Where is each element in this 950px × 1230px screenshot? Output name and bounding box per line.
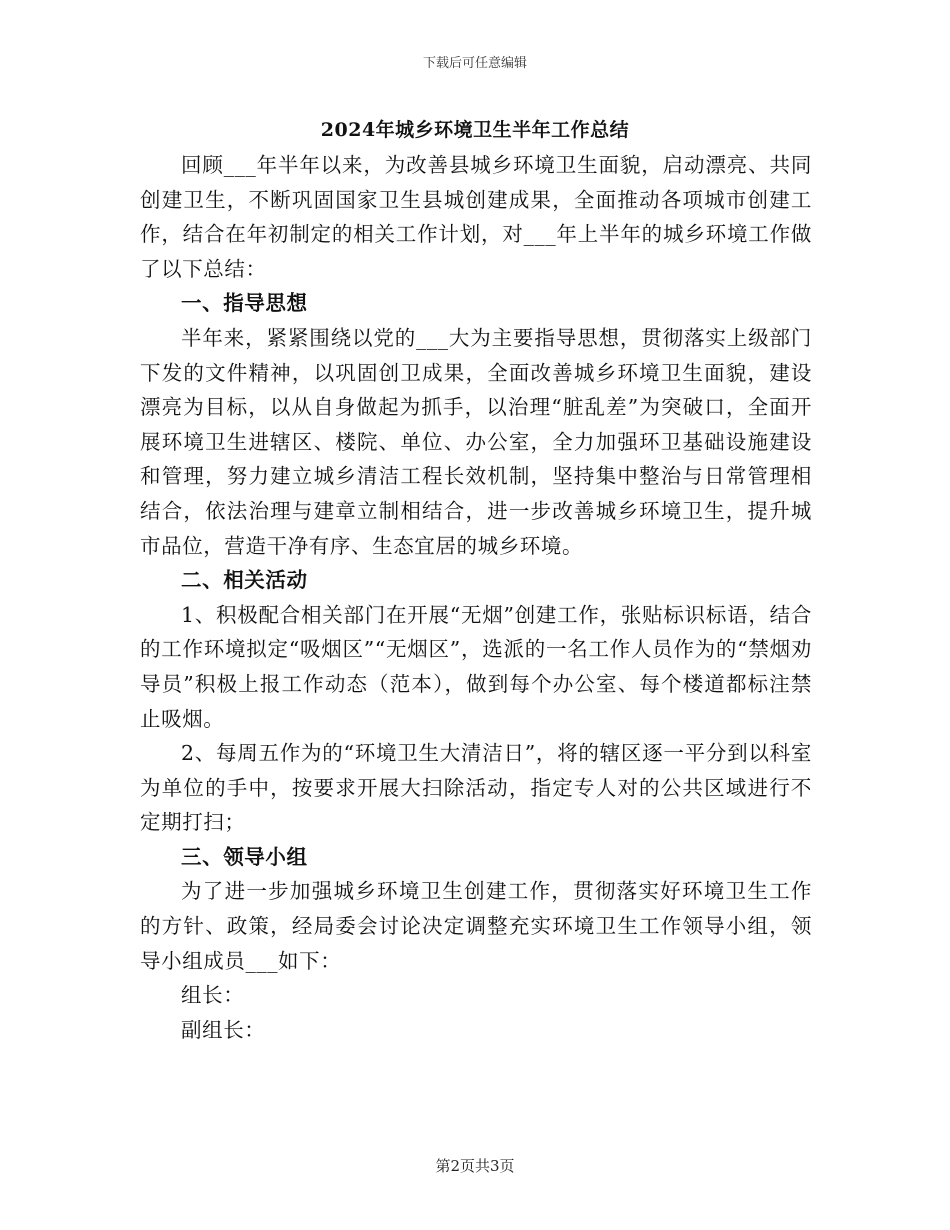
page-number: 第2页共3页 xyxy=(435,1157,515,1175)
leadership-paragraph: 为了进一步加强城乡环境卫生创建工作，贯彻落实好环境卫生工作的方针、政策，经局委会讨论决定调整充实环境卫生工作领导小组，领导小组成员___如下： xyxy=(140,879,812,973)
document-body xyxy=(140,148,812,1047)
section-heading-guiding-ideology: 一、指导思想 xyxy=(181,291,308,316)
document-title: 2024年城乡环境卫生半年工作总结 xyxy=(320,119,630,141)
section-heading-activities: 二、相关活动 xyxy=(181,568,308,593)
header-note: 下载后可任意编辑 xyxy=(422,56,527,71)
activity-item-2: 2、每周五作为的“环境卫生大清洁日”，将的辖区逐一平分到以科室为单位的手中，按要求开展大扫除活动，指定专人对的公共区域进行不定期打扫； xyxy=(140,741,812,835)
section-heading-leadership: 三、领导小组 xyxy=(181,844,308,869)
leader-line: 组长： xyxy=(181,983,245,1008)
deputy-leader-line: 副组长： xyxy=(181,1017,266,1042)
activity-item-1: 1、积极配合相关部门在开展“无烟”创建工作，张贴标识标语，结合的工作环境拟定“吸烟区”“无烟区”，选派的一名工作人员作为的“禁烟劝导员”积极上报工作动态（范本），做到每个办公室、每个楼道都标注禁止吸烟。 xyxy=(140,602,812,731)
guiding-ideology-paragraph: 半年来，紧紧围绕以党的___大为主要指导思想，贯彻落实上级部门下发的文件精神，以巩固创卫成果，全面改善城乡环境卫生面貌，建设漂亮为目标，以从自身做起为抓手，以治理“脏乱差”为突破口，全面开展环境卫生进辖区、楼院、单位、办公室，全力加强环卫基础设施建设和管理，努力建立城乡清洁工程长效机制，坚持集中整治与日常管理相结合，依法治理与建章立制相结合，进一步改善城乡环境卫生，提升城市品位，营造干净有序、生态宜居的城乡环境。 xyxy=(140,325,812,558)
intro-paragraph: 回顾___年半年以来，为改善县城乡环境卫生面貌，启动漂亮、共同创建卫生，不断巩固国家卫生县城创建成果，全面推动各项城市创建工作，结合在年初制定的相关工作计划，对___年上半年的城乡环境工作做了以下总结： xyxy=(140,153,812,281)
